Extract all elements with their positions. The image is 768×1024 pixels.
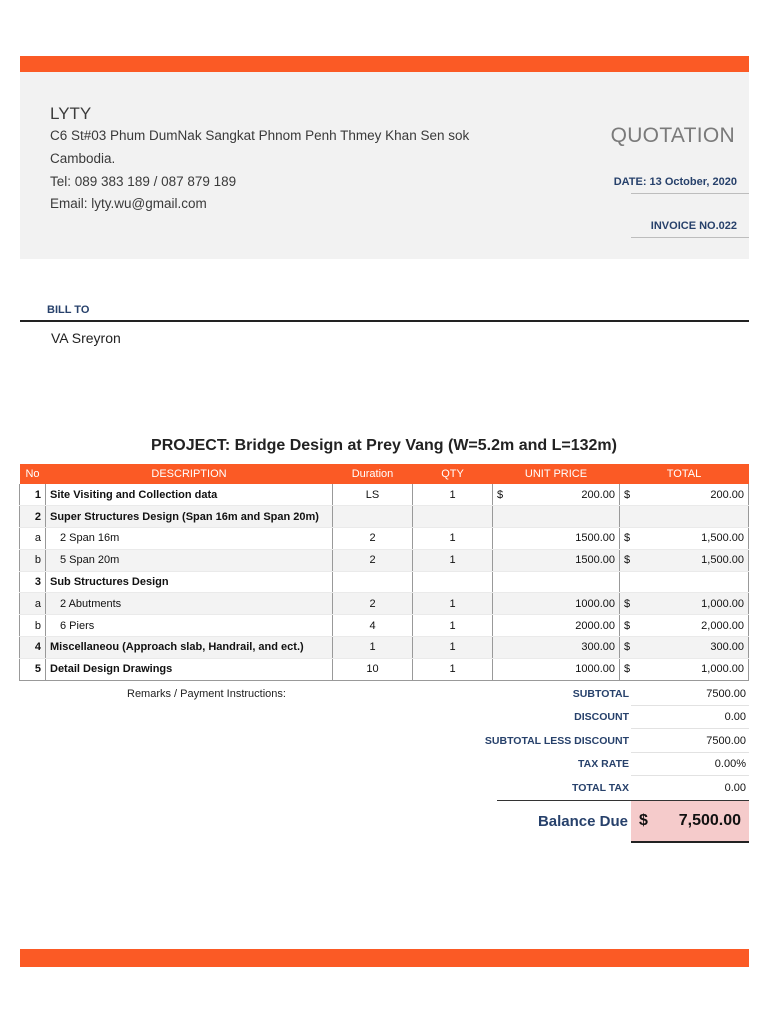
- discount-value: 0.00: [724, 711, 746, 723]
- table-header-row: [20, 464, 749, 484]
- row-description: Miscellaneou (Approach slab, Handrail, and ect.): [46, 637, 333, 659]
- top-accent-bar: [20, 56, 749, 72]
- bill-to-label: BILL TO: [47, 304, 90, 316]
- row-duration: [333, 571, 413, 593]
- row-unit-currency: [493, 615, 509, 637]
- table-row: [20, 549, 749, 571]
- company-name: LYTY: [50, 104, 92, 123]
- table-row: [20, 637, 749, 659]
- summary-divider: [631, 752, 749, 753]
- row-qty: 1: [413, 637, 493, 659]
- balance-due-amount: 7,500.00: [678, 812, 741, 829]
- row-total-currency: $: [620, 615, 635, 637]
- row-total: [634, 571, 748, 593]
- row-total: 1,500.00: [634, 549, 748, 571]
- table-row: [20, 658, 749, 680]
- row-description: Detail Design Drawings: [46, 658, 333, 680]
- row-total: 300.00: [634, 637, 748, 659]
- table-row: [20, 528, 749, 550]
- subtotal-label: SUBTOTAL: [572, 688, 629, 700]
- row-unit-price: 1000.00: [509, 658, 620, 680]
- row-total: [634, 506, 748, 528]
- row-number: 4: [20, 637, 46, 659]
- row-qty: 1: [413, 528, 493, 550]
- table-row: [20, 484, 749, 506]
- tax-rate-value: 0.00%: [714, 758, 746, 770]
- balance-currency: $: [639, 812, 648, 829]
- row-duration: [333, 506, 413, 528]
- row-description: Sub Structures Design: [46, 571, 333, 593]
- table-row: [20, 593, 749, 615]
- row-number: 5: [20, 658, 46, 680]
- row-total-currency: $: [620, 593, 635, 615]
- row-total-currency: $: [620, 637, 635, 659]
- table-row: [20, 506, 749, 528]
- row-number: 1: [20, 484, 46, 506]
- tax-rate-label: TAX RATE: [578, 758, 629, 770]
- row-description: 2 Span 16m: [46, 528, 333, 550]
- row-qty: 1: [413, 593, 493, 615]
- col-duration-header: Duration: [333, 464, 413, 484]
- summary-divider: [631, 775, 749, 776]
- bill-to-divider: [20, 320, 749, 322]
- row-duration: 4: [333, 615, 413, 637]
- row-total: 1,000.00: [634, 658, 748, 680]
- row-unit-price: 1500.00: [509, 528, 620, 550]
- subtotal-less-discount-label: SUBTOTAL LESS DISCOUNT: [484, 735, 629, 747]
- row-total-currency: [620, 571, 635, 593]
- total-tax-label: TOTAL TAX: [572, 782, 629, 794]
- row-qty: 1: [413, 658, 493, 680]
- row-unit-currency: [493, 658, 509, 680]
- row-unit-price: 2000.00: [509, 615, 620, 637]
- row-description: 6 Piers: [46, 615, 333, 637]
- row-number: a: [20, 593, 46, 615]
- row-total-currency: $: [620, 658, 635, 680]
- row-unit-currency: [493, 506, 509, 528]
- row-duration: LS: [333, 484, 413, 506]
- document-header: [20, 72, 749, 259]
- table-row: [20, 615, 749, 637]
- row-duration: 1: [333, 637, 413, 659]
- row-number: b: [20, 615, 46, 637]
- row-unit-price: 1000.00: [509, 593, 620, 615]
- row-total: 1,500.00: [634, 528, 748, 550]
- row-number: b: [20, 549, 46, 571]
- row-qty: [413, 506, 493, 528]
- company-address-line2: Cambodia.: [50, 151, 116, 166]
- row-number: 2: [20, 506, 46, 528]
- line-items-table: [19, 464, 749, 681]
- remarks-label: Remarks / Payment Instructions:: [127, 688, 286, 700]
- row-unit-price: 300.00: [509, 637, 620, 659]
- col-qty-header: QTY: [413, 464, 493, 484]
- row-unit-currency: $: [493, 484, 509, 506]
- row-number: 3: [20, 571, 46, 593]
- row-duration: 2: [333, 528, 413, 550]
- row-unit-currency: [493, 528, 509, 550]
- row-total: 1,000.00: [634, 593, 748, 615]
- discount-label: DISCOUNT: [574, 711, 629, 723]
- row-unit-currency: [493, 593, 509, 615]
- table-row: [20, 571, 749, 593]
- balance-due-box: [631, 801, 749, 843]
- row-duration: 10: [333, 658, 413, 680]
- row-unit-price: [509, 571, 620, 593]
- row-description: Site Visiting and Collection data: [46, 484, 333, 506]
- row-unit-price: [509, 506, 620, 528]
- row-description: 5 Span 20m: [46, 549, 333, 571]
- subtotal-less-discount-value: 7500.00: [706, 735, 746, 747]
- company-phone: Tel: 089 383 189 / 087 879 189: [50, 174, 237, 189]
- company-email: Email: lyty.wu@gmail.com: [50, 196, 207, 211]
- row-description: Super Structures Design (Span 16m and Span 20m): [46, 506, 333, 528]
- project-title: PROJECT: Bridge Design at Prey Vang (W=5.2m and L=132m): [151, 437, 617, 454]
- quotation-date: DATE: 13 October, 2020: [613, 176, 737, 188]
- row-description: 2 Abutments: [46, 593, 333, 615]
- row-total-currency: [620, 506, 635, 528]
- row-unit-price: 1500.00: [509, 549, 620, 571]
- row-unit-currency: [493, 549, 509, 571]
- balance-due-label: Balance Due: [537, 813, 628, 830]
- row-total: 2,000.00: [634, 615, 748, 637]
- bottom-accent-bar: [20, 949, 749, 967]
- row-qty: 1: [413, 615, 493, 637]
- row-number: a: [20, 528, 46, 550]
- row-total-currency: $: [620, 484, 635, 506]
- summary-divider: [631, 705, 749, 706]
- row-unit-price: 200.00: [509, 484, 620, 506]
- row-duration: 2: [333, 593, 413, 615]
- row-unit-currency: [493, 637, 509, 659]
- row-qty: 1: [413, 549, 493, 571]
- row-qty: 1: [413, 484, 493, 506]
- row-qty: [413, 571, 493, 593]
- invoice-divider: [631, 237, 749, 238]
- date-divider: [631, 193, 749, 194]
- row-unit-currency: [493, 571, 509, 593]
- total-tax-value: 0.00: [724, 782, 746, 794]
- col-no-header: No: [20, 464, 46, 484]
- col-unit-price-header: UNIT PRICE: [493, 464, 620, 484]
- row-total-currency: $: [620, 549, 635, 571]
- document-title: QUOTATION: [610, 124, 735, 147]
- subtotal-value: 7500.00: [706, 688, 746, 700]
- invoice-number: INVOICE NO.022: [650, 220, 737, 232]
- summary-divider: [631, 728, 749, 729]
- row-total-currency: $: [620, 528, 635, 550]
- col-total-header: TOTAL: [620, 464, 749, 484]
- company-address-line1: C6 St#03 Phum DumNak Sangkat Phnom Penh Thmey Khan Sen sok: [50, 128, 470, 143]
- row-total: 200.00: [634, 484, 748, 506]
- col-description-header: DESCRIPTION: [46, 464, 333, 484]
- bill-to-name: VA Sreyron: [51, 330, 121, 346]
- row-duration: 2: [333, 549, 413, 571]
